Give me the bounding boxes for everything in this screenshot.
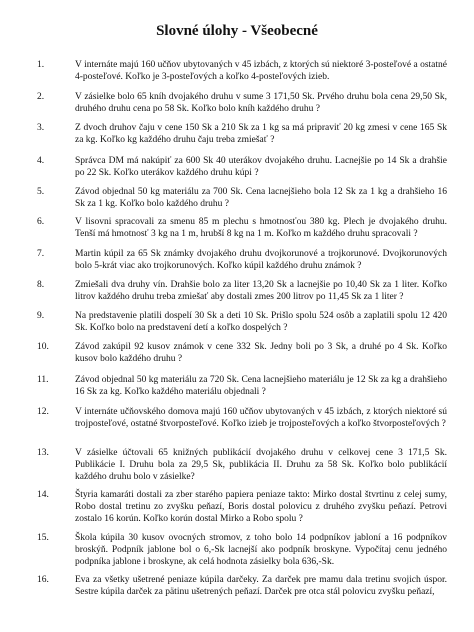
problem-text: V zásielke bolo 65 kníh dvojakého druhu v sume 3 171,50 Sk. Prvého druhu bola cena 29,50 Sk, druhého druhu cena po 58 Sk. Koľko bolo kníh každého druhu ? [75, 92, 447, 114]
problem-number: 4. [37, 156, 45, 166]
problem-number: 6. [37, 217, 45, 227]
problem-number: 14. [37, 490, 49, 500]
document-title: Slovné úlohy - Všeobecné [156, 23, 318, 39]
problem-text: Správca DM má nakúpiť za 600 Sk 40 uterákov dvojakého druhu. Lacnejšie po 14 Sk a drahšie po 22 Sk. Koľko uterákov každého druhu kúpi ? [75, 156, 447, 178]
problem-text: Závod zakúpil 92 kusov známok v cene 332 Sk. Jedny boli po 3 Sk, a druhé po 4 Sk. Koľko kusov bolo každého druhu ? [75, 342, 447, 364]
problem-text: V zásielke účtovali 65 knižných publikácií dvojakého druhu v celkovej cene 3 171,5 Sk. Publikácie I. Druhu bola za 29,5 Sk, publikácia II. Druhu za 58 Sk. Koľko bolo publikácií každého druhu bolo v zásielke? [75, 448, 447, 482]
problem-number: 12. [37, 407, 49, 417]
problem-text: Martin kúpil za 65 Sk známky dvojakého druhu dvojkorunové a trojkorunové. Dvojkorunových bolo 5-krát viac ako trojkorunových. Koľko kúpil každého druhu známok ? [75, 249, 447, 271]
problem-number: 7. [37, 249, 45, 259]
problem-number: 8. [37, 280, 45, 290]
problem-text: V lisovni spracovali za smenu 85 m plechu s hmotnosťou 380 kg. Plech je dvojakého druhu. Tenší má hmotnosť 3 kg na 1 m, hrubší 8 kg na 1 m. Koľko m každého druhu spracovali ? [75, 217, 447, 239]
problem-text: Z dvoch druhov čaju v cene 150 Sk a 210 Sk za 1 kg sa má pripraviť 20 kg zmesi v cene 165 Sk za kg. Koľko kg každého druhu čaju treba zmiešať ? [75, 123, 447, 145]
problem-number: 2. [37, 92, 45, 102]
problem-text: Závod objednal 50 kg materiálu za 700 Sk. Cena lacnejšieho bola 12 Sk za 1 kg a drahšieho 16 Sk za 1 kg. Koľko bolo každého druhu ? [75, 187, 447, 209]
problem-text: V internáte učňovského domova majú 160 učňov ubytovaných v 45 izbách, z ktorých niektoré sú trojposteľové, ostatné štvorposteľové. Koľko izieb je trojposteľových a koľko štvorposteľových ? [75, 407, 447, 429]
problem-number: 11. [37, 375, 49, 385]
problem-number: 1. [37, 60, 45, 70]
problem-text: Eva za všetky ušetrené peniaze kúpila darčeky. Za darček pre mamu dala tretinu svojich úspor. Sestre kúpila darček za pätinu ušetrených peňazí. Darček pre otca stál polovicu zvyšku peňazí, [75, 575, 447, 597]
problem-number: 5. [37, 187, 45, 197]
problem-text: Škola kúpila 30 kusov ovocných stromov, z toho bolo 14 podpníkov jabloní a 16 podpníkov broskýň. Podpník jablone bol o 6,-Sk lacnejší ako podpník broskyne. Vypočítaj cenu jedného podpníka jablone i broskyne, ak celá hodnota zásielky bola 636,-Sk. [75, 533, 447, 567]
problem-number: 15. [37, 533, 49, 543]
problem-number: 9. [37, 311, 45, 321]
problem-number: 10. [37, 342, 49, 352]
problem-number: 13. [37, 448, 49, 458]
problem-number: 16. [37, 575, 49, 585]
problem-text: Zmiešali dva druhy vín. Drahšie bolo za liter 13,20 Sk a lacnejšie po 10,40 Sk za 1 liter. Koľko litrov každého druhu treba zmiešať aby dostali zmes 200 litrov po 11,45 Sk za 1 liter ? [75, 280, 447, 302]
problem-text: Štyria kamaráti dostali za zber starého papiera peniaze takto: Mirko dostal štvrtinu z celej sumy, Robo dostal tretinu zo zvyšku peňazí, Boris dostal polovicu z druhého zvyšku peňazí. Petrovi zostalo 16 korún. Koľko korún dostal Mirko a Robo spolu ? [75, 490, 447, 524]
problem-text: Na predstavenie platili dospelí 30 Sk a deti 10 Sk. Prišlo spolu 524 osôb a zaplatili spolu 12 420 Sk. Koľko bolo na predstavení detí a koľko dospelých ? [75, 311, 447, 333]
problem-number: 3. [37, 123, 45, 133]
problem-text: V internáte majú 160 učňov ubytovaných v 45 izbách, z ktorých sú niektoré 3-posteľové a ostatné 4-posteľové. Koľko je 3-posteľových a koľko 4-posteľových izieb. [75, 60, 447, 82]
problem-text: Závod objednal 50 kg materiálu za 720 Sk. Cena lacnejšieho materiálu je 12 Sk za kg a drahšieho 16 Sk za kg. Koľko každého materiálu objednali ? [75, 375, 447, 397]
